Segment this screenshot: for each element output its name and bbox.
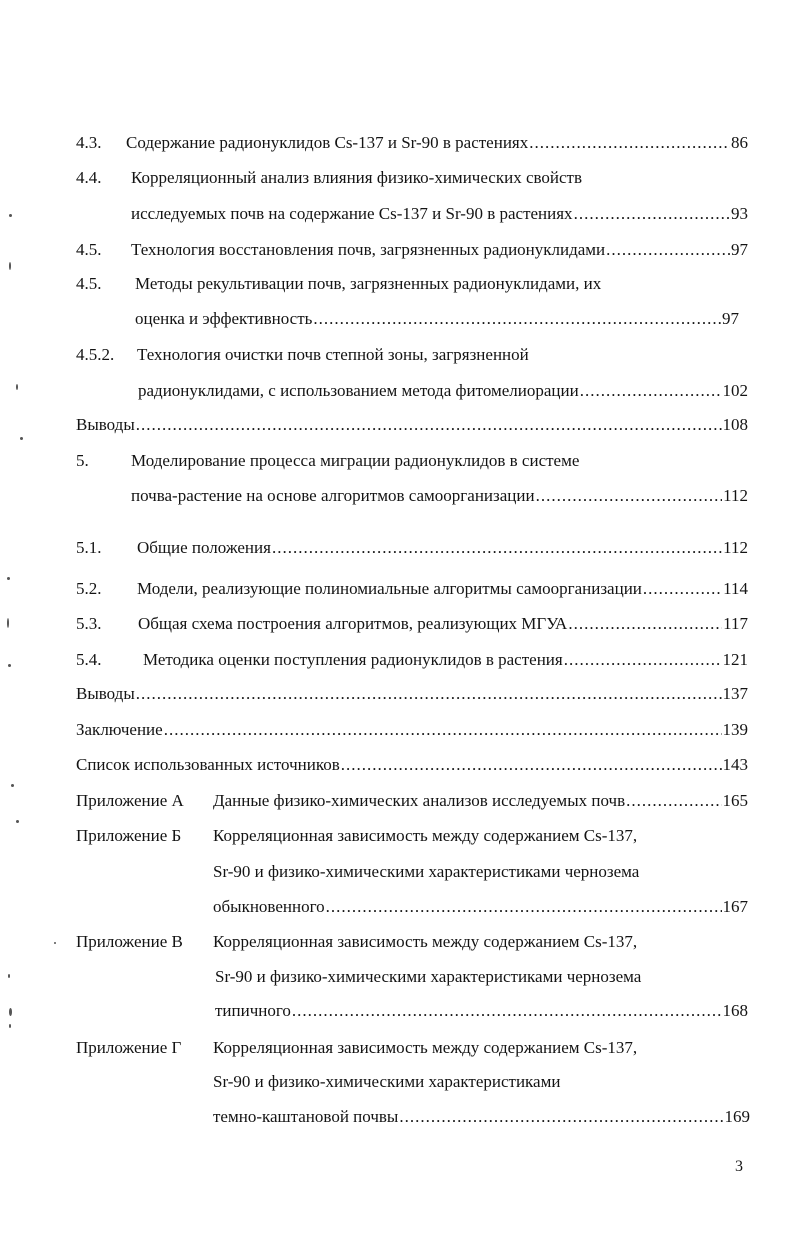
scan-speck [7,618,9,628]
toc-leader [164,718,722,742]
toc-title: Корреляционная зависимость между содержанием Cs-137, [213,826,638,845]
toc-entry-continuation [131,202,748,226]
toc-entry [76,577,748,601]
toc-entry-continuation [131,484,748,508]
toc-page: 139 [722,720,748,739]
toc-leader [529,131,730,155]
toc-leader [564,648,722,672]
toc-page: 169 [724,1107,750,1126]
toc-title: Выводы [76,415,135,434]
page-number: 3 [735,1158,743,1175]
toc-entry-continuation [135,307,739,331]
toc-page: 167 [722,897,748,916]
toc-title: радионуклидами, с использованием метода фитомелиорации [138,381,579,400]
toc-page: 86 [731,133,748,152]
toc-page: 168 [722,1001,748,1020]
toc-leader [313,307,721,331]
toc-leader [272,536,722,560]
toc-page: 97 [731,240,748,259]
scan-speck [8,664,11,667]
toc-title: Общие положения [137,538,271,557]
toc-title: Содержание радионуклидов Cs-137 и Sr-90 в растениях [126,133,529,152]
toc-title: Данные физико-химических анализов исследуемых почв [213,791,626,810]
toc-title: Технология восстановления почв, загрязненных радионуклидами [131,240,606,259]
scan-speck [54,942,56,944]
toc-leader [341,753,722,777]
toc-entry [76,930,637,954]
scan-speck [9,262,11,270]
toc-page: 112 [723,538,748,557]
scan-speck [11,784,14,787]
toc-entry [76,718,748,742]
toc-entry-continuation [213,1105,750,1129]
toc-title: темно-каштановой почвы [213,1107,399,1126]
toc-leader [643,577,722,601]
toc-number: 5.4. [76,650,102,669]
toc-title: типичного [215,1001,291,1020]
toc-entry-continuation [213,860,639,884]
scan-speck [9,1008,12,1016]
toc-entry [76,753,748,777]
toc-entry [76,272,601,296]
toc-title: оценка и эффективность [135,309,313,328]
toc-page: 143 [722,755,748,774]
toc-leader [606,238,730,262]
toc-entry [76,131,748,155]
toc-entry [76,648,748,672]
toc-entry-continuation [138,379,748,403]
toc-title: Корреляционный анализ влияния физико-химических свойств [131,168,583,187]
toc-title: Список использованных источников [76,755,340,774]
scan-speck [9,214,12,217]
toc-title: Корреляционная зависимость между содержанием Cs-137, [213,932,638,951]
toc-entry [76,449,579,473]
toc-title: Моделирование процесса миграции радионуклидов в системе [131,451,580,470]
toc-number: 4.5. [76,274,102,293]
toc-title: исследуемых почв на содержание Cs-137 и Sr-90 в растениях [131,204,573,223]
toc-entry [76,343,529,367]
toc-number: 4.5.2. [76,345,115,364]
toc-entry [76,824,637,848]
toc-entry-continuation [213,895,748,919]
toc-entry [76,682,748,706]
toc-entry [76,789,748,813]
toc-number: 5.2. [76,579,102,598]
toc-entry-continuation [215,999,748,1023]
toc-entry [76,413,748,437]
toc-page: 137 [722,684,748,703]
toc-leader [626,789,721,813]
toc-entry [76,238,748,262]
toc-number: 5. [76,451,89,470]
toc-title: Заключение [76,720,163,739]
toc-number: 5.3. [76,614,102,633]
toc-page: 108 [722,415,748,434]
toc-title: почва-растение на основе алгоритмов самоорганизации [131,486,535,505]
scan-speck [16,820,19,823]
toc-leader [536,484,723,508]
scan-speck [20,437,23,440]
toc-title: Методика оценки поступления радионуклидов в растения [143,650,563,669]
toc-page: 121 [722,650,748,669]
toc-entry [76,612,748,636]
toc-leader [292,999,722,1023]
toc-page: 97 [722,309,739,328]
toc-entry [76,166,582,190]
toc-leader [580,379,722,403]
toc-leader [568,612,722,636]
toc-title: Sr-90 и физико-химическими характеристиками чернозема [213,862,640,881]
toc-number: 4.4. [76,168,102,187]
toc-title: Корреляционная зависимость между содержанием Cs-137, [213,1038,638,1057]
toc-page: 112 [723,486,748,505]
toc-appendix-label: Приложение Г [76,1038,182,1057]
toc-appendix-label: Приложение А [76,791,184,810]
toc-title: Общая схема построения алгоритмов, реализующих МГУА [138,614,568,633]
toc-page: 93 [731,204,748,223]
scan-speck [9,1024,11,1028]
toc-leader [326,895,722,919]
toc-number: 4.3. [76,133,102,152]
toc-number: 5.1. [76,538,102,557]
toc-leader [136,413,722,437]
toc-page: 165 [722,791,748,810]
scan-speck [16,384,18,390]
toc-appendix-label: Приложение В [76,932,183,951]
toc-appendix-label: Приложение Б [76,826,182,845]
toc-title: Sr-90 и физико-химическими характеристиками [213,1072,561,1091]
toc-entry-continuation [213,1070,560,1094]
toc-page: 117 [723,614,748,633]
toc-page: 114 [723,579,748,598]
toc-number: 4.5. [76,240,102,259]
toc-leader [574,202,730,226]
toc-title: Технология очистки почв степной зоны, загрязненной [137,345,529,364]
toc-title: обыкновенного [213,897,325,916]
scan-speck [7,577,10,580]
toc-entry-continuation [215,965,641,989]
toc-title: Sr-90 и физико-химическими характеристиками чернозема [215,967,642,986]
toc-title: Выводы [76,684,135,703]
toc-title: Методы рекультивации почв, загрязненных радионуклидами, их [135,274,602,293]
toc-title: Модели, реализующие полиномиальные алгоритмы самоорганизации [137,579,642,598]
toc-entry [76,536,748,560]
toc-leader [399,1105,723,1129]
toc-entry [76,1036,637,1060]
toc-page: 102 [722,381,748,400]
toc-leader [136,682,722,706]
scan-speck [8,974,10,978]
